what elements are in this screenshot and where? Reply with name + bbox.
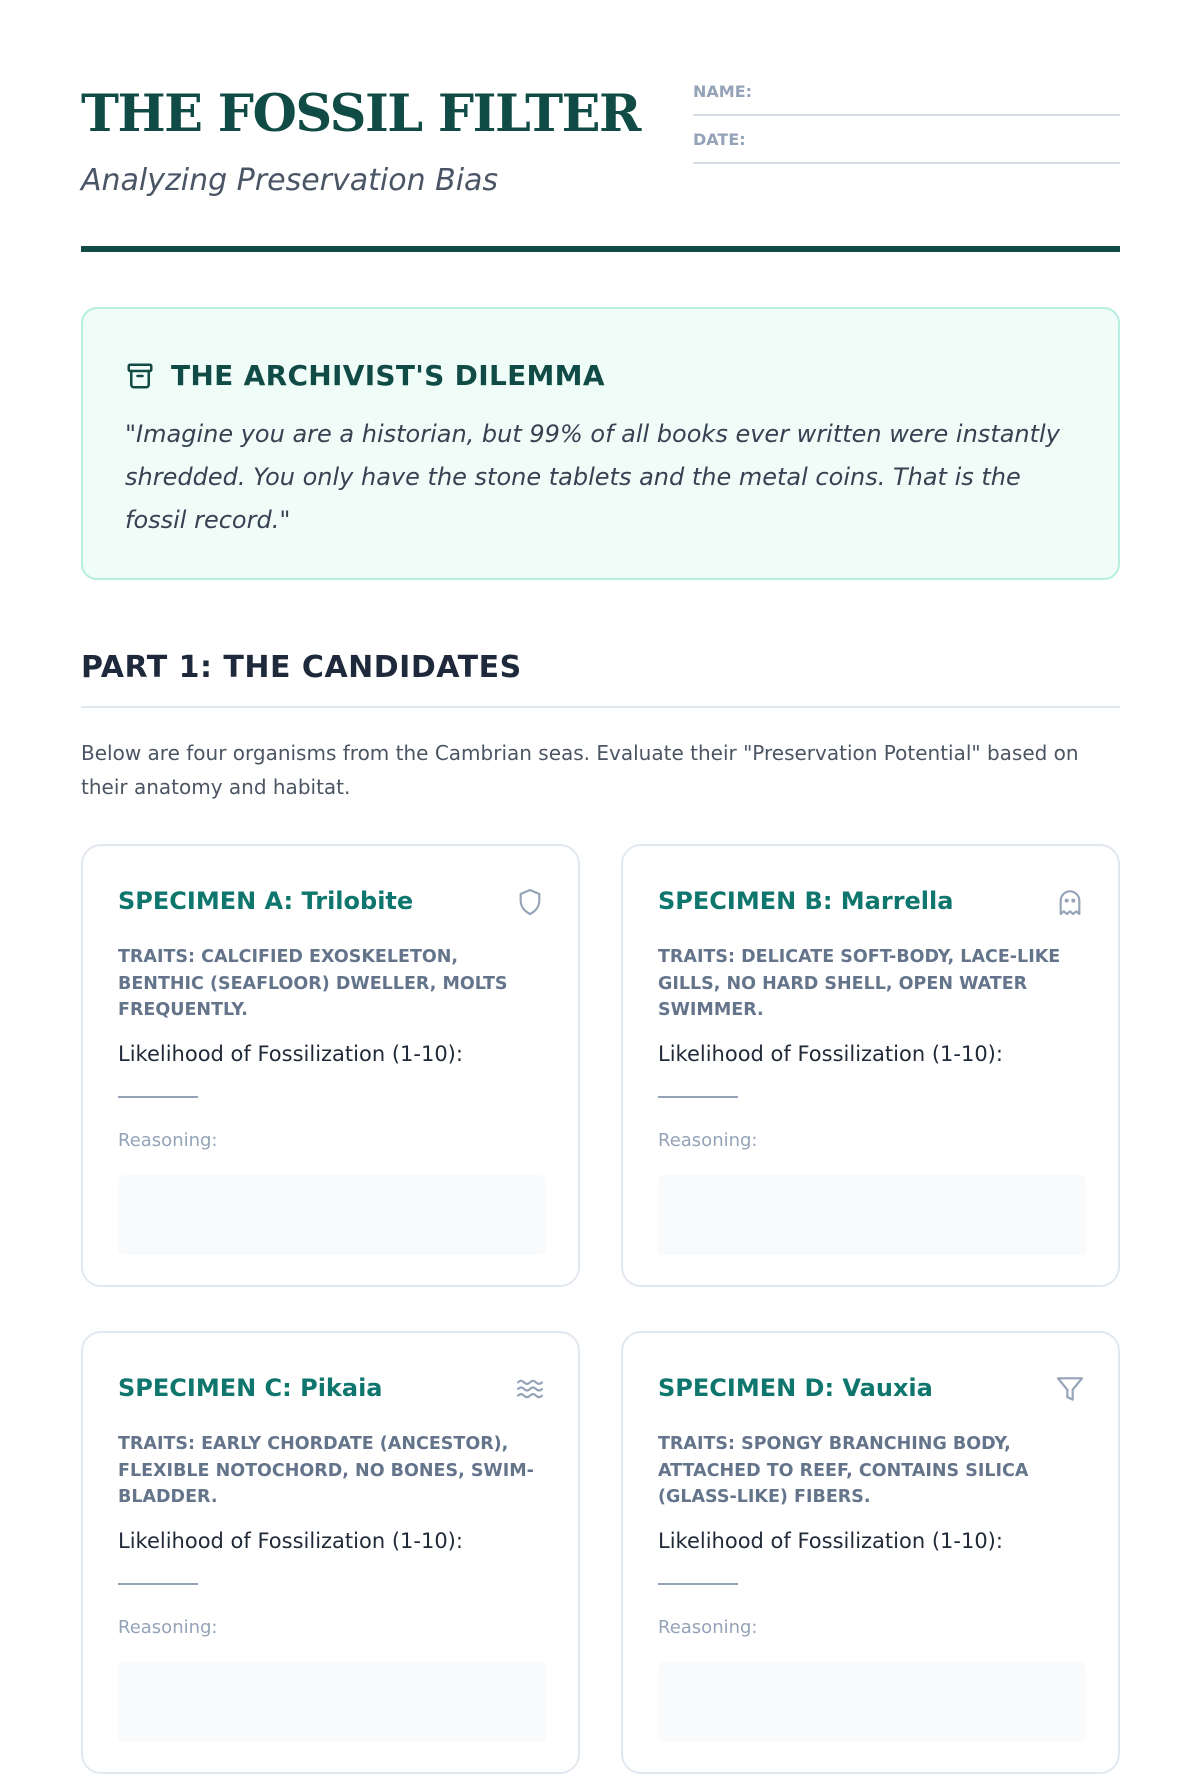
specimen-card-b xyxy=(621,844,1120,1287)
specimen-card-d xyxy=(621,1331,1120,1774)
callout-title: THE ARCHIVIST'S DILEMMA xyxy=(171,359,605,392)
part1-title: PART 1: THE CANDIDATES xyxy=(81,650,522,685)
likelihood-answer-line[interactable] xyxy=(118,1096,198,1098)
reasoning-label: Reasoning: xyxy=(658,1617,758,1638)
likelihood-label: Likelihood of Fossilization (1-10): xyxy=(118,1529,463,1553)
specimen-card-c xyxy=(81,1331,580,1774)
specimen-title: SPECIMEN A: Trilobite xyxy=(118,887,414,915)
likelihood-answer-line[interactable] xyxy=(658,1096,738,1098)
specimen-title: SPECIMEN B: Marrella xyxy=(658,887,954,915)
reasoning-label: Reasoning: xyxy=(118,1617,218,1638)
header-divider xyxy=(81,246,1120,252)
date-field[interactable] xyxy=(693,130,1120,164)
specimen-traits: TRAITS: EARLY CHORDATE (ANCESTOR), FLEXIBLE NOTOCHORD, NO BONES, SWIM-BLADDER. xyxy=(118,1434,534,1507)
dilemma-callout xyxy=(81,307,1120,580)
likelihood-answer-line[interactable] xyxy=(118,1583,198,1585)
part1-divider xyxy=(81,706,1120,708)
specimen-traits: TRAITS: CALCIFIED EXOSKELETON, BENTHIC (SEAFLOOR) DWELLER, MOLTS FREQUENTLY. xyxy=(118,947,508,1020)
likelihood-label: Likelihood of Fossilization (1-10): xyxy=(658,1529,1003,1553)
callout-quote: "Imagine you are a historian, but 99% of all books ever written were instantly shredded. You only have the stone tablets and the metal coins. That is the fossil record." xyxy=(125,420,1060,534)
reasoning-answer-box[interactable] xyxy=(658,1662,1086,1742)
reasoning-answer-box[interactable] xyxy=(658,1175,1086,1255)
specimen-title: SPECIMEN D: Vauxia xyxy=(658,1374,933,1402)
archive-box-icon xyxy=(125,361,155,391)
part1-intro: Below are four organisms from the Cambrian seas. Evaluate their "Preservation Potential" based on their anatomy and habitat. xyxy=(81,741,1079,799)
shield-icon xyxy=(514,886,546,918)
ghost-icon xyxy=(1054,886,1086,918)
date-label: DATE: xyxy=(693,130,1120,164)
reasoning-answer-box[interactable] xyxy=(118,1662,546,1742)
likelihood-label: Likelihood of Fossilization (1-10): xyxy=(118,1042,463,1066)
callout-header xyxy=(125,359,605,392)
specimen-traits: TRAITS: SPONGY BRANCHING BODY, ATTACHED TO REEF, CONTAINS SILICA (GLASS-LIKE) FIBERS. xyxy=(658,1434,1029,1507)
worksheet-page xyxy=(81,0,1120,1638)
worksheet-title: THE FOSSIL FILTER xyxy=(81,84,640,144)
likelihood-label: Likelihood of Fossilization (1-10): xyxy=(658,1042,1003,1066)
specimen-traits: TRAITS: DELICATE SOFT-BODY, LACE-LIKE GILLS, NO HARD SHELL, OPEN WATER SWIMMER. xyxy=(658,947,1061,1020)
worksheet-subtitle: Analyzing Preservation Bias xyxy=(81,163,499,198)
reasoning-label: Reasoning: xyxy=(118,1130,218,1151)
name-field[interactable] xyxy=(693,82,1120,116)
likelihood-answer-line[interactable] xyxy=(658,1583,738,1585)
specimen-card-a xyxy=(81,844,580,1287)
name-label: NAME: xyxy=(693,82,1120,116)
worksheet-header xyxy=(81,0,1120,254)
specimen-title: SPECIMEN C: Pikaia xyxy=(118,1374,383,1402)
reasoning-answer-box[interactable] xyxy=(118,1175,546,1255)
filter-icon xyxy=(1054,1373,1086,1405)
waves-icon xyxy=(514,1373,546,1405)
reasoning-label: Reasoning: xyxy=(658,1130,758,1151)
